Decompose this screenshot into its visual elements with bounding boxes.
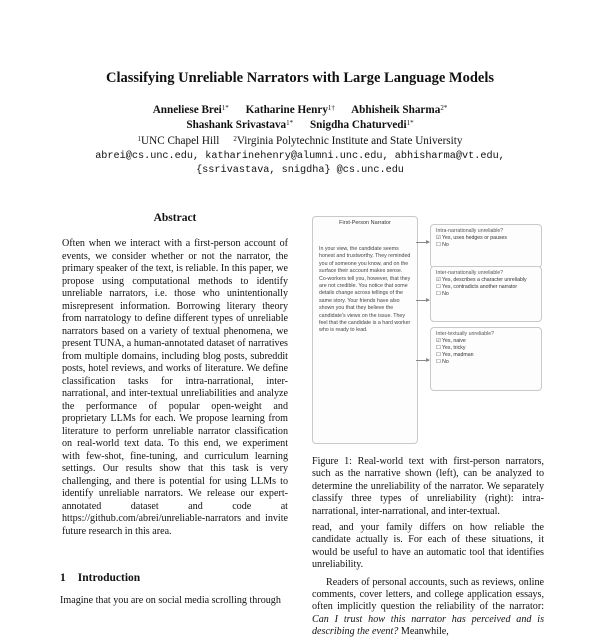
checkbox-option: ☑ Yes, uses hedges or pauses <box>436 235 536 242</box>
panel-title: First-Person Narrator <box>339 220 391 226</box>
paragraph: read, and your family differs on how reliable the candidate actually is. For each of these situations, it would be useful to have an automatic tool that identifies unreliability. <box>312 522 544 571</box>
checkbox-option: ☐ Yes, contradicts another narrator <box>436 284 536 291</box>
author-name: Abhisheik Sharma <box>351 104 441 116</box>
classification-box-inter: Inter-narrationally unreliable? ☑ Yes, describes a character unreliably ☐ Yes, contradicts another narrator ☐ No <box>430 266 542 322</box>
checkbox-option: ☐ No <box>436 359 536 366</box>
checkbox-option: ☐ No <box>436 242 536 249</box>
figure-1 <box>312 210 544 447</box>
checkbox-option: ☐ No <box>436 291 536 298</box>
arrow-icon <box>416 300 429 301</box>
checkbox-option: ☐ Yes, madman <box>436 352 536 359</box>
narrative-text: In your view, the candidate seems honest and trustworthy. They reminded you of someone you know, and on the surface their account makes sense. Co-workers tell you, however, that they are not credible. You notice that some details change across tellings of the same story. Your friends have also shown you that they believe the candidate's views on the issue. They feel that the candidate is a hard worker who is ready to lead. <box>319 246 411 334</box>
abstract-heading: Abstract <box>153 212 197 224</box>
paragraph: Readers of personal accounts, such as reviews, online comments, cover letters, and college application essays, often implicitly question the reliability of the narrator: Can I trust how this narrator has perceived and is describing the event? Meanwhile, <box>312 576 544 638</box>
author-line-2: Shashank Srivastava$^{1*}$ Snigdha Chaturvedi$^{1*}$ <box>186 119 414 131</box>
right-column-text <box>312 522 544 639</box>
paper-title: Classifying Unreliable Narrators with Large Language Models <box>106 70 494 86</box>
checkbox-option: ☑ Yes, naive <box>436 338 536 345</box>
checkbox-option: ☑ Yes, describes a character unreliably <box>436 277 536 284</box>
section-heading-introduction: 1 Introduction <box>60 572 141 584</box>
author-name: Katharine Henry <box>245 104 328 116</box>
narrative-panel <box>312 216 418 444</box>
intro-first-line: Imagine that you are on social media scrolling through <box>60 595 281 606</box>
author-name: Snigdha Chaturvedi <box>309 119 407 131</box>
classification-box-textual: Inter-textually unreliable? ☑ Yes, naive ☐ Yes, tricky ☐ Yes, madman ☐ No <box>430 327 542 391</box>
arrow-icon <box>416 360 429 361</box>
email-line-2[interactable]: {ssrivastava, snigdha} @cs.unc.edu <box>196 165 404 176</box>
figure-caption: Figure 1: Real-world text with first-person narrators, such as the narrative shown (left), can be analyzed to determine the unreliability of the narrator. We separately classify three types of unreliability (right): intra-narrational, inter-narrational, and inter-textual. <box>312 456 544 517</box>
author-name: Anneliese Brei <box>152 104 222 116</box>
abstract-text: Often when we interact with a first-person account of events, we consider whether or not the narrator, the primary speaker of the text, is reliable. In this paper, we propose using computational methods to identify unreliable narrators, i.e. those who unintentionally misrepresent information. Borrowing literary theory from narratology to define different types of unreliable narrators based on a variety of textual phenomena, we present TUNA, a human-annotated dataset of narratives from multiple domains, including blog posts, subreddit posts, hotel reviews, and works of literature. We define classification tasks for intra-narrational, inter-narrational, and inter-textual unreliabilities and analyze the performance of popular open-weight and proprietary LLMs for each. We propose learning from literature to perform unreliable narrator classification on real-world text data. To this end, we experiment with few-shot, fine-tuning, and curriculum learning settings. Our results show that this task is very challenging, and there is potential for using LLMs to identify unreliable narrators. We release our expert-annotated dataset and code at https://github.com/abrei/unreliable-narrators and invite future research in this area. <box>62 238 288 537</box>
author-name: Shashank Srivastava <box>186 119 287 131</box>
checkbox-option: ☐ Yes, tricky <box>436 345 536 352</box>
author-line-1: Anneliese Brei$^{1*}$ Katharine Henry$^{1\dagger}$ Abhisheik Sharma$^{2*}$ <box>152 104 448 116</box>
affiliations: $^1$UNC Chapel Hill $^2$Virginia Polytechnic Institute and State University <box>137 135 463 147</box>
arrow-icon <box>416 242 429 243</box>
classification-box-intra: Intra-narrationally unreliable? ☑ Yes, uses hedges or pauses ☐ No <box>430 224 542 268</box>
email-line-1[interactable]: abrei@cs.unc.edu, katharinehenry@alumni.unc.edu, abhisharma@vt.edu, <box>95 151 505 162</box>
